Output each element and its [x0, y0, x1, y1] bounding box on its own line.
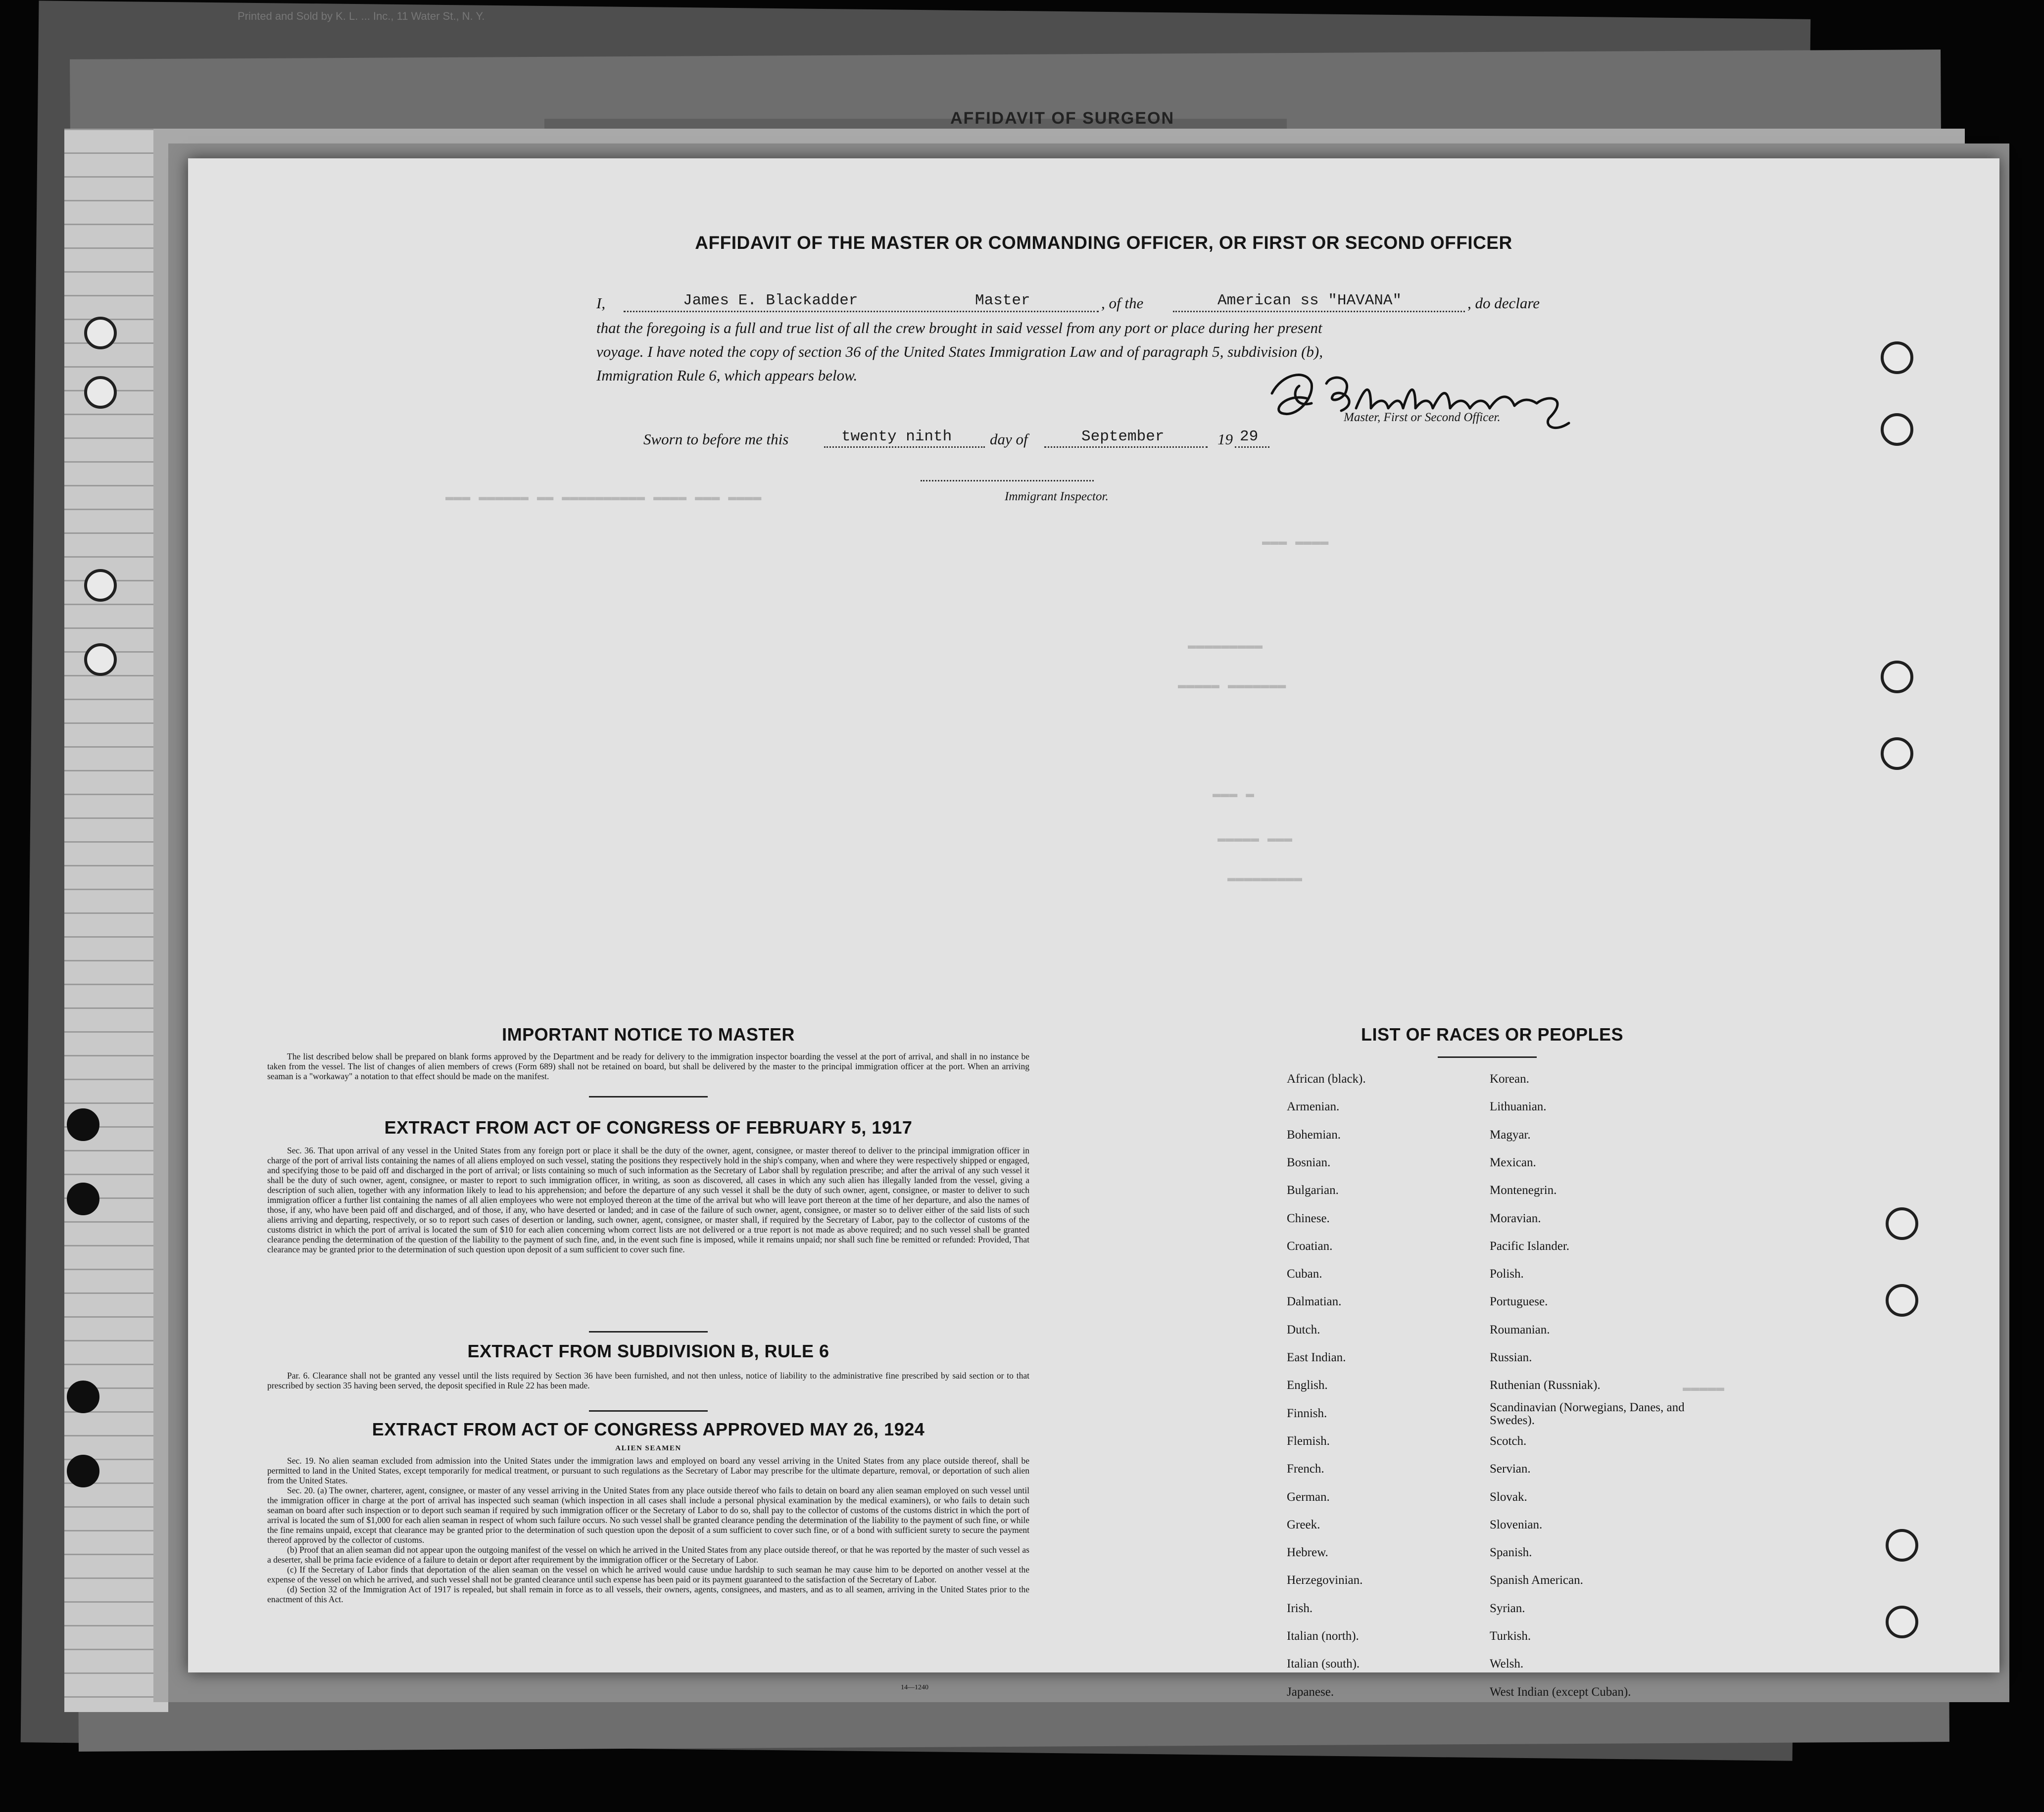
name-line: [624, 311, 1099, 312]
sworn-month: September: [1081, 428, 1165, 445]
race-item: Croatian.: [1287, 1239, 1333, 1253]
punch-hole: [84, 643, 117, 676]
notice-title: IMPORTANT NOTICE TO MASTER: [502, 1024, 795, 1045]
section-19: Sec. 19. No alien seaman excluded from admission into the United States under the immigration laws and employed on board any vessel arriving in the United States from any place outside thereof, shall be permitted to land in the United States, except temporarily for medical treatment, or pursuant to such regulations as the Secretary of Labor may prescribe for the ultimate departure, removal, or deportation of such alien from the United States.: [267, 1456, 1029, 1485]
race-item: Spanish American.: [1490, 1574, 1583, 1587]
race-item: German.: [1287, 1490, 1330, 1504]
punch-hole: [67, 1455, 99, 1487]
master-name: James E. Blackadder: [683, 292, 858, 309]
race-item: Dutch.: [1287, 1323, 1320, 1336]
race-item: Polish.: [1490, 1267, 1524, 1281]
section-20c: (c) If the Secretary of Labor finds that deportation of the alien seaman on the vessel on which he arrived would cause undue hardship to such seaman he may cause him to be deported on another vessel at the expense of the vessel on which he arrived, and such vessel shall not be granted clearance until such expense has been paid or its payment guaranteed to the satisfaction of the Secretary of Labor.: [267, 1565, 1029, 1584]
race-item: Moravian.: [1490, 1211, 1541, 1225]
race-item: Korean.: [1490, 1072, 1529, 1086]
master-rank: Master: [975, 292, 1030, 309]
divider: [589, 1410, 708, 1412]
race-item: Slovak.: [1490, 1490, 1527, 1504]
notice-body: The list described below shall be prepared on blank forms approved by the Department and be ready for delivery to the immigration inspector boarding the vessel at the port of arrival, and shall in no instance be taken from the vessel. The list of changes of alien members of crews (Form 689) shall not be retained on board, but shall be delivered by the master to the principal immigration officer at the port. When an arriving seaman is a "workaway" a notation to that effect should be made on the manifest.: [267, 1051, 1029, 1081]
section-20a: Sec. 20. (a) The owner, charterer, agent, consignee, or master of any vessel arriving in the United States from any place outside thereof who fails to detain on board any alien seaman employed on such vessel until the immigration officer in charge at the port of arrival has inspected such seaman (which inspection in all cases shall include a personal physical examination by the medical examiners), or who fails to detain such seaman on board after such inspection or to deport such seaman if required by such immigration officer or the Secretary of Labor to do so, shall pay to the collector of customs of the customs district in which the port of arrival is located the sum of $1,000 for each alien seaman in respect of whom such failure occurs. No such vessel shall be granted clearance pending the determination of the liability to the payment of such fine, or while the fine remains unpaid, except that clearance may be granted prior to the determination of such question upon the deposit of a sum sufficient to cover such fine, or of a bond with sufficient surety to secure the payment thereof approved by the collector of customs.: [267, 1485, 1029, 1545]
declaration-i: I,: [596, 294, 606, 312]
extract-rule6-body: Par. 6. Clearance shall not be granted any vessel until the lists required by Section 36 have been furnished, and not then unless, notice of liability to the administrative fine prescribed by said section or to that prescribed by section 35 having been served, the deposit specified in Rule 22 has been made.: [267, 1371, 1029, 1390]
master-signature: [1252, 364, 1589, 438]
race-item: French.: [1287, 1462, 1324, 1476]
declaration-line-3: voyage. I have noted the copy of section 36 of the United States Immigration Law and of paragraph 5, subdivision (b),: [596, 343, 1323, 360]
printer-imprint: Printed and Sold by K. L. ... Inc., 11 Water St., N. Y.: [238, 10, 485, 22]
divider: [589, 1331, 708, 1333]
section-20b: (b) Proof that an alien seaman did not appear upon the outgoing manifest of the vessel on which he arrived in the United States from any place outside thereof, or that he was reported by the master of such vessel as a deserter, shall be prima facie evidence of a failure to detain or deport after requirement by the immigration officer or the Secretary of Labor.: [267, 1545, 1029, 1565]
race-item: Cuban.: [1287, 1267, 1322, 1281]
extract-1924-body: [267, 1456, 1029, 1604]
race-item: Italian (north).: [1287, 1629, 1359, 1643]
sworn-day: twenty ninth: [841, 428, 952, 445]
race-item: Flemish.: [1287, 1434, 1330, 1448]
vessel-name: American ss "HAVANA": [1217, 292, 1402, 309]
race-item: Portuguese.: [1490, 1295, 1548, 1309]
year-prefix: 19: [1217, 430, 1233, 448]
extract-rule6-title: EXTRACT FROM SUBDIVISION B, RULE 6: [467, 1341, 829, 1361]
race-item: Chinese.: [1287, 1211, 1330, 1225]
race-item: Irish.: [1287, 1601, 1313, 1615]
punch-hole: [84, 376, 117, 409]
punch-hole: [1881, 413, 1913, 446]
divider: [589, 1096, 708, 1097]
race-item: Italian (south).: [1287, 1657, 1360, 1671]
sworn-prefix: Sworn to before me this: [643, 430, 789, 448]
race-item: Bosnian.: [1287, 1155, 1331, 1169]
race-item: Dalmatian.: [1287, 1295, 1342, 1309]
month-line: [1044, 446, 1208, 448]
race-item: Bulgarian.: [1287, 1184, 1339, 1197]
race-item: Hebrew.: [1287, 1546, 1328, 1560]
race-item: Slovenian.: [1490, 1518, 1543, 1531]
signature-caption: Master, First or Second Officer.: [1344, 411, 1501, 424]
race-item: Russian.: [1490, 1351, 1532, 1364]
declaration-line-2: that the foregoing is a full and true list of all the crew brought in said vessel from any port or place during her present: [596, 319, 1322, 336]
race-item: Armenian.: [1287, 1100, 1340, 1114]
punch-hole: [1886, 1207, 1918, 1240]
punch-hole: [84, 317, 117, 349]
race-item: Japanese.: [1287, 1685, 1334, 1699]
alien-seamen-heading: ALIEN SEAMEN: [615, 1444, 681, 1452]
race-item: Roumanian.: [1490, 1323, 1550, 1336]
punch-hole: [1881, 341, 1913, 374]
race-item: Scandinavian (Norwegians, Danes, and Swedes).: [1490, 1400, 1685, 1427]
race-item: Ruthenian (Russniak).: [1490, 1379, 1601, 1392]
race-item: Bohemian.: [1287, 1128, 1341, 1142]
of-the-text: , of the: [1101, 294, 1144, 312]
race-item: Lithuanian.: [1490, 1100, 1547, 1114]
inspector-caption: Immigrant Inspector.: [1005, 490, 1109, 503]
punch-hole: [1881, 737, 1913, 770]
race-item: Servian.: [1490, 1462, 1531, 1476]
divider: [1438, 1056, 1537, 1058]
races-title: LIST OF RACES OR PEOPLES: [1361, 1024, 1624, 1045]
punch-hole: [67, 1108, 99, 1141]
day-of-text: day of: [990, 430, 1028, 448]
back-sheet-caption: AFFIDAVIT OF SURGEON: [950, 109, 1175, 128]
race-item: Montenegrin.: [1490, 1184, 1557, 1197]
punch-hole: [67, 1381, 99, 1413]
race-item: African (black).: [1287, 1072, 1366, 1086]
extract-1917-body: Sec. 36. That upon arrival of any vessel in the United States from any foreign port or place it shall be the duty of the owner, agent, consignee, or master thereof to deliver to the principal immigration officer in charge of the port of arrival lists containing the names of all aliens employed on such vessel, stating the positions they respectively hold in the ship's company, when and where they were respectively shipped or engaged, and specifying those to be paid off and discharged in the port of arrival; or lists containing so much of such information as the Secretary of Labor shall by regulation prescribe; and after the arrival of any such vessel it shall be the duty of such owner, agent, consignee, or master to report to such immigration officer, in writing, as soon as discovered, all cases in which any such alien has illegally landed from the vessel, giving a description of such alien, together with any information likely to lead to his apprehension; and before the departure of any such vessel it shall be the duty of such owner, agent, consignee, or master to deliver to such immigration officer a further list containing the names of all alien employees who were not employed thereon at the time of the arrival but who will leave port thereon at the time of her departure, and also the names of those, if any, who have been paid off and discharged, and of those, if any, who have deserted or landed; and in case of the failure of such owner, agent, consignee, or master so to deliver either of the said lists of such aliens arriving and departing, respectively, or so to report such cases of desertion or landing, such owner, agent, consignee, or master shall, if required by the Secretary of Labor, pay to the collector of customs of the customs district in which the port of arrival is located the sum of $10 for each alien concerning whom correct lists are not delivered or a true report is not made as above required; and no such vessel shall be granted clearance pending the determination of the question of the liability to the payment of such fine, and, in the event such fine is imposed, while it remains unpaid; nor shall such fine be remitted or refunded: Provided, That clearance may be granted prior to the determination of such question upon deposit of a sum sufficient to cover such fine.: [267, 1145, 1029, 1254]
race-item: Welsh.: [1490, 1657, 1524, 1671]
punch-hole: [1886, 1529, 1918, 1562]
punch-hole: [1886, 1606, 1918, 1638]
race-item: Turkish.: [1490, 1629, 1531, 1643]
inspector-line: [921, 480, 1094, 481]
declaration-line-4: Immigration Rule 6, which appears below.: [596, 367, 858, 384]
race-item: English.: [1287, 1379, 1328, 1392]
race-item: Spanish.: [1490, 1546, 1532, 1560]
vessel-line: [1173, 311, 1465, 312]
do-declare-text: , do declare: [1467, 294, 1540, 312]
year-suffix: 29: [1240, 428, 1259, 445]
section-20d: (d) Section 32 of the Immigration Act of 1917 is repealed, but shall remain in force as to all vessels, their owners, agents, consignees, and masters, and as to all seamen, arriving in the United States prior to the enactment of this Act.: [267, 1584, 1029, 1604]
day-line: [824, 446, 985, 448]
punch-hole: [1881, 661, 1913, 693]
extract-1917-title: EXTRACT FROM ACT OF CONGRESS OF FEBRUARY 5, 1917: [384, 1117, 913, 1138]
race-item: Mexican.: [1490, 1155, 1536, 1169]
race-item: Herzegovinian.: [1287, 1574, 1363, 1587]
affidavit-title: AFFIDAVIT OF THE MASTER OR COMMANDING OFFICER, OR FIRST OR SECOND OFFICER: [695, 233, 1512, 253]
race-item: Pacific Islander.: [1490, 1239, 1570, 1253]
race-item: Greek.: [1287, 1518, 1320, 1531]
year-line: [1235, 446, 1269, 448]
race-item: Finnish.: [1287, 1406, 1327, 1420]
race-item: East Indian.: [1287, 1351, 1346, 1364]
race-item: Scotch.: [1490, 1434, 1527, 1448]
race-item: Magyar.: [1490, 1128, 1531, 1142]
race-item: Syrian.: [1490, 1601, 1525, 1615]
form-number: 14—1240: [901, 1684, 928, 1691]
race-item: West Indian (except Cuban).: [1490, 1685, 1631, 1699]
extract-1924-title: EXTRACT FROM ACT OF CONGRESS APPROVED MAY 26, 1924: [372, 1419, 925, 1439]
punch-hole: [84, 569, 117, 602]
punch-hole: [67, 1183, 99, 1215]
punch-hole: [1886, 1284, 1918, 1317]
